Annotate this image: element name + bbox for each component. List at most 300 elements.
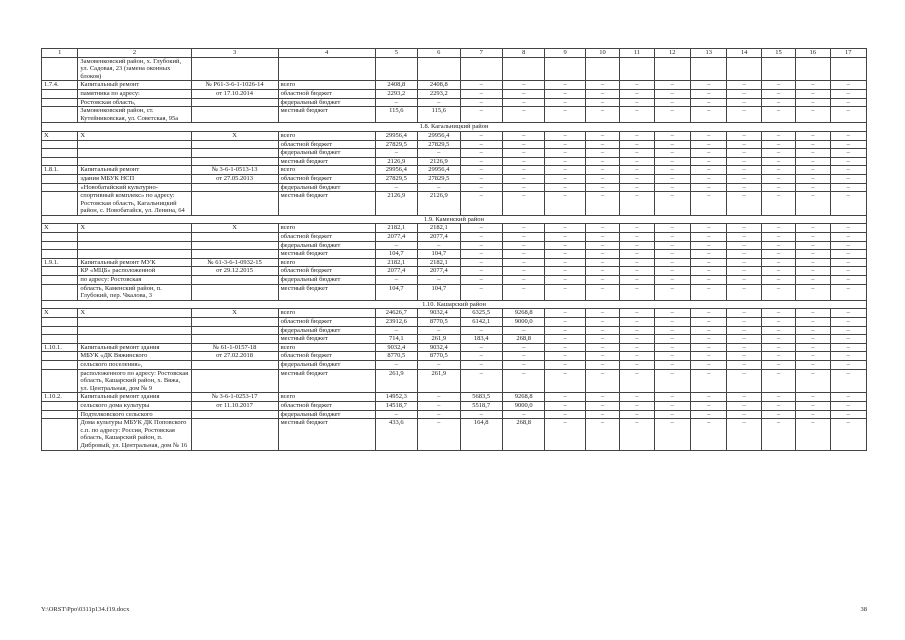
amount-cell: – [691, 183, 727, 192]
table-row [42, 107, 867, 123]
amount-cell: – [727, 360, 761, 369]
amount-cell: – [654, 276, 690, 285]
amount-cell [545, 57, 585, 81]
amount-cell: – [654, 318, 690, 327]
amount-cell: – [545, 241, 585, 250]
table-row [42, 183, 867, 192]
amount-cell: – [502, 166, 544, 175]
amount-cell: – [654, 233, 690, 242]
amount-cell: – [620, 107, 654, 123]
item-number: 1.8.1. [42, 166, 78, 175]
amount-cell: 9268,8 [502, 309, 544, 318]
amount-cell: – [545, 401, 585, 410]
table-row [42, 157, 867, 166]
amount-cell: – [727, 369, 761, 393]
item-description: Х [78, 131, 191, 140]
amount-cell: – [796, 98, 830, 107]
amount-cell: – [830, 233, 866, 242]
amount-cell: – [545, 393, 585, 402]
amount-cell: – [691, 107, 727, 123]
amount-cell: 714,1 [375, 335, 417, 344]
funding-source: федеральный бюджет [278, 183, 375, 192]
amount-cell: – [502, 369, 544, 393]
amount-cell: – [796, 224, 830, 233]
amount-cell: – [830, 250, 866, 259]
amount-cell: – [502, 326, 544, 335]
amount-cell: – [727, 267, 761, 276]
amount-cell: – [761, 174, 795, 183]
funding-source: федеральный бюджет [278, 326, 375, 335]
item-description [78, 326, 191, 335]
column-number: 7 [460, 49, 502, 58]
amount-cell: – [830, 284, 866, 300]
amount-cell: – [620, 360, 654, 369]
amount-cell: 5518,7 [460, 401, 502, 410]
amount-cell: – [620, 149, 654, 158]
amount-cell: – [691, 89, 727, 98]
amount-cell: – [502, 183, 544, 192]
amount-cell: – [375, 149, 417, 158]
document-number: от 27.05.2013 [191, 174, 278, 183]
amount-cell: – [545, 250, 585, 259]
funding-source: всего [278, 166, 375, 175]
amount-cell: – [727, 250, 761, 259]
amount-cell: – [545, 174, 585, 183]
funding-source: областной бюджет [278, 318, 375, 327]
amount-cell: – [585, 309, 619, 318]
funding-source: всего [278, 131, 375, 140]
amount-cell: – [620, 369, 654, 393]
document-number: № 61-1-0157-18 [191, 343, 278, 352]
item-number [42, 174, 78, 183]
amount-cell: – [761, 233, 795, 242]
amount-cell: – [691, 131, 727, 140]
amount-cell: – [460, 369, 502, 393]
amount-cell: 104,7 [375, 250, 417, 259]
document-number [191, 192, 278, 216]
table-row [42, 98, 867, 107]
amount-cell: – [727, 174, 761, 183]
amount-cell: – [585, 157, 619, 166]
funding-source: федеральный бюджет [278, 276, 375, 285]
amount-cell: – [654, 81, 690, 90]
amount-cell: 268,8 [502, 419, 544, 450]
amount-cell: – [620, 98, 654, 107]
table-row [42, 149, 867, 158]
amount-cell: – [727, 107, 761, 123]
amount-cell: – [761, 360, 795, 369]
amount-cell: – [727, 233, 761, 242]
item-number: Х [42, 309, 78, 318]
amount-cell: – [545, 157, 585, 166]
amount-cell: – [620, 157, 654, 166]
item-description: Подтелковского сельского [78, 410, 191, 419]
item-number [42, 157, 78, 166]
item-number: Х [42, 131, 78, 140]
amount-cell: – [761, 192, 795, 216]
funding-source: федеральный бюджет [278, 410, 375, 419]
amount-cell: – [654, 166, 690, 175]
amount-cell: – [796, 393, 830, 402]
amount-cell: – [761, 393, 795, 402]
amount-cell: 104,7 [418, 250, 460, 259]
column-number: 6 [418, 49, 460, 58]
amount-cell: – [654, 369, 690, 393]
amount-cell: – [460, 250, 502, 259]
table-row [42, 393, 867, 402]
document-number: от 29.12.2015 [191, 267, 278, 276]
amount-cell: – [761, 166, 795, 175]
column-number: 14 [727, 49, 761, 58]
funding-source: областной бюджет [278, 233, 375, 242]
amount-cell: – [585, 192, 619, 216]
amount-cell: – [418, 149, 460, 158]
amount-cell: – [727, 419, 761, 450]
amount-cell: – [727, 393, 761, 402]
table-row [42, 276, 867, 285]
item-number [42, 369, 78, 393]
amount-cell: – [502, 250, 544, 259]
amount-cell: – [796, 276, 830, 285]
table-row [42, 401, 867, 410]
amount-cell: 268,8 [502, 335, 544, 344]
amount-cell: – [727, 149, 761, 158]
amount-cell: – [460, 166, 502, 175]
amount-cell: 29956,4 [418, 131, 460, 140]
item-number [42, 352, 78, 361]
document-number [191, 149, 278, 158]
amount-cell: – [761, 149, 795, 158]
amount-cell: – [620, 335, 654, 344]
table-row [42, 419, 867, 450]
amount-cell: – [620, 174, 654, 183]
amount-cell: – [585, 107, 619, 123]
document-number [191, 326, 278, 335]
amount-cell: – [620, 309, 654, 318]
amount-cell: – [585, 140, 619, 149]
amount-cell: – [585, 241, 619, 250]
amount-cell: – [691, 157, 727, 166]
funding-source [278, 57, 375, 81]
column-number: 4 [278, 49, 375, 58]
amount-cell: – [620, 401, 654, 410]
amount-cell: 2408,8 [375, 81, 417, 90]
amount-cell: – [502, 267, 544, 276]
table-row [42, 166, 867, 175]
item-description [78, 233, 191, 242]
column-number: 16 [796, 49, 830, 58]
item-description [78, 335, 191, 344]
amount-cell: – [796, 410, 830, 419]
item-number [42, 276, 78, 285]
amount-cell: – [796, 192, 830, 216]
funding-source: местный бюджет [278, 250, 375, 259]
amount-cell: – [585, 174, 619, 183]
document-number: Х [191, 224, 278, 233]
amount-cell [502, 57, 544, 81]
item-number [42, 241, 78, 250]
item-number: 1.9.1. [42, 258, 78, 267]
amount-cell: – [761, 419, 795, 450]
amount-cell: – [691, 284, 727, 300]
amount-cell: – [460, 352, 502, 361]
column-number: 3 [191, 49, 278, 58]
amount-cell: – [761, 309, 795, 318]
amount-cell: – [585, 81, 619, 90]
amount-cell: – [654, 410, 690, 419]
amount-cell: – [545, 81, 585, 90]
document-number [191, 107, 278, 123]
item-description: Капитальный ремонт здания [78, 393, 191, 402]
amount-cell: – [460, 174, 502, 183]
amount-cell: – [654, 309, 690, 318]
amount-cell: 9032,4 [418, 343, 460, 352]
amount-cell: 115,6 [375, 107, 417, 123]
amount-cell: – [830, 107, 866, 123]
amount-cell: – [502, 276, 544, 285]
amount-cell: – [585, 149, 619, 158]
amount-cell: 9032,4 [418, 309, 460, 318]
amount-cell: – [375, 183, 417, 192]
amount-cell: – [830, 352, 866, 361]
item-description: Капитальный ремонт [78, 81, 191, 90]
amount-cell: 23912,6 [375, 318, 417, 327]
amount-cell: – [727, 224, 761, 233]
column-number: 15 [761, 49, 795, 58]
section-heading-row [42, 215, 867, 224]
amount-cell: – [761, 107, 795, 123]
item-number [42, 57, 78, 81]
item-description: Замовенковский район, ст. Кутейниковская, ул. Советская, 95а [78, 107, 191, 123]
table-row [42, 369, 867, 393]
item-number [42, 419, 78, 450]
amount-cell: 115,6 [418, 107, 460, 123]
document-number [191, 183, 278, 192]
document-number [191, 98, 278, 107]
amount-cell: – [691, 224, 727, 233]
amount-cell: – [691, 393, 727, 402]
amount-cell: – [796, 284, 830, 300]
amount-cell: – [545, 192, 585, 216]
amount-cell: – [460, 107, 502, 123]
amount-cell: 29956,4 [375, 131, 417, 140]
amount-cell: – [585, 250, 619, 259]
amount-cell: – [620, 393, 654, 402]
document-number [191, 360, 278, 369]
amount-cell: – [418, 326, 460, 335]
amount-cell: – [545, 107, 585, 123]
amount-cell: – [727, 166, 761, 175]
amount-cell: 261,9 [375, 369, 417, 393]
amount-cell: – [620, 183, 654, 192]
amount-cell: – [691, 241, 727, 250]
amount-cell: – [691, 343, 727, 352]
amount-cell: – [830, 131, 866, 140]
column-number: 11 [620, 49, 654, 58]
amount-cell: – [585, 393, 619, 402]
amount-cell [830, 57, 866, 81]
amount-cell: 2077,4 [418, 267, 460, 276]
amount-cell: 9032,4 [375, 343, 417, 352]
amount-cell: – [375, 410, 417, 419]
amount-cell: – [545, 166, 585, 175]
amount-cell: – [620, 326, 654, 335]
amount-cell: – [585, 352, 619, 361]
amount-cell: – [654, 107, 690, 123]
amount-cell: 9268,8 [502, 393, 544, 402]
amount-cell: – [654, 258, 690, 267]
amount-cell: – [418, 401, 460, 410]
document-number [191, 284, 278, 300]
item-number [42, 318, 78, 327]
budget-table [41, 48, 867, 451]
amount-cell: – [545, 343, 585, 352]
amount-cell: – [502, 224, 544, 233]
amount-cell: 29956,4 [375, 166, 417, 175]
amount-cell: – [460, 267, 502, 276]
item-number [42, 149, 78, 158]
amount-cell: 9000,0 [502, 318, 544, 327]
funding-source: федеральный бюджет [278, 98, 375, 107]
amount-cell: 24626,7 [375, 309, 417, 318]
amount-cell: – [761, 352, 795, 361]
amount-cell: – [620, 267, 654, 276]
section-heading-row [42, 123, 867, 132]
amount-cell: – [761, 410, 795, 419]
amount-cell: – [654, 335, 690, 344]
item-number [42, 183, 78, 192]
amount-cell: – [585, 258, 619, 267]
amount-cell: – [620, 276, 654, 285]
amount-cell: – [830, 401, 866, 410]
amount-cell: – [654, 174, 690, 183]
amount-cell: – [796, 360, 830, 369]
amount-cell: 27829,5 [375, 140, 417, 149]
amount-cell: – [727, 352, 761, 361]
amount-cell: – [830, 410, 866, 419]
funding-source: местный бюджет [278, 335, 375, 344]
amount-cell: 6142,1 [460, 318, 502, 327]
amount-cell: – [691, 149, 727, 158]
amount-cell: – [830, 276, 866, 285]
amount-cell: – [460, 140, 502, 149]
table-row [42, 318, 867, 327]
document-number [191, 140, 278, 149]
amount-cell: – [727, 140, 761, 149]
amount-cell: – [418, 393, 460, 402]
item-description [78, 250, 191, 259]
amount-cell [460, 57, 502, 81]
amount-cell: – [727, 326, 761, 335]
item-number [42, 192, 78, 216]
item-description: расположенного по адресу: Ростовская область, Кашарский район, х. Вяжа, ул. Центральная, дом № 9 [78, 369, 191, 393]
amount-cell: – [545, 352, 585, 361]
amount-cell: – [545, 131, 585, 140]
amount-cell: – [620, 140, 654, 149]
amount-cell [620, 57, 654, 81]
item-description: КР «МЦБ» расположенной [78, 267, 191, 276]
amount-cell: – [691, 352, 727, 361]
item-description [78, 157, 191, 166]
amount-cell: 27829,5 [418, 174, 460, 183]
amount-cell: 2077,4 [375, 233, 417, 242]
amount-cell: – [830, 81, 866, 90]
amount-cell: – [585, 419, 619, 450]
amount-cell: – [654, 192, 690, 216]
amount-cell: – [830, 183, 866, 192]
item-number: 1.10.1. [42, 343, 78, 352]
amount-cell: – [830, 309, 866, 318]
amount-cell: – [727, 131, 761, 140]
funding-source: всего [278, 309, 375, 318]
document-number: Х [191, 131, 278, 140]
amount-cell: – [796, 174, 830, 183]
document-number: № Р61-3-6-1-1026-14 [191, 81, 278, 90]
item-description: Х [78, 224, 191, 233]
document-number [191, 233, 278, 242]
amount-cell: – [654, 98, 690, 107]
item-number: 1.10.2. [42, 393, 78, 402]
amount-cell: – [654, 352, 690, 361]
amount-cell: – [761, 335, 795, 344]
amount-cell: – [460, 149, 502, 158]
amount-cell: – [654, 157, 690, 166]
amount-cell: – [545, 335, 585, 344]
funding-source: областной бюджет [278, 352, 375, 361]
amount-cell: – [727, 410, 761, 419]
amount-cell: – [460, 360, 502, 369]
column-number: 5 [375, 49, 417, 58]
amount-cell: – [691, 335, 727, 344]
amount-cell: – [761, 89, 795, 98]
amount-cell: – [545, 98, 585, 107]
item-number [42, 89, 78, 98]
amount-cell: – [830, 335, 866, 344]
amount-cell: – [418, 410, 460, 419]
column-number: 1 [42, 49, 78, 58]
amount-cell: – [691, 326, 727, 335]
amount-cell: – [761, 157, 795, 166]
footer-file-path: Y:\ORST\Ppo\0311p134.f19.docx [41, 606, 130, 613]
item-number [42, 233, 78, 242]
amount-cell: – [620, 410, 654, 419]
table-row [42, 326, 867, 335]
amount-cell [418, 57, 460, 81]
amount-cell: – [830, 393, 866, 402]
document-number: № 3-6-1-0253-17 [191, 393, 278, 402]
amount-cell: – [545, 149, 585, 158]
amount-cell: – [654, 343, 690, 352]
amount-cell: – [585, 276, 619, 285]
amount-cell: – [830, 140, 866, 149]
amount-cell: – [375, 241, 417, 250]
amount-cell: – [761, 250, 795, 259]
amount-cell: 2126,9 [418, 192, 460, 216]
amount-cell: – [545, 410, 585, 419]
table-row [42, 360, 867, 369]
amount-cell: 261,9 [418, 369, 460, 393]
amount-cell: – [654, 267, 690, 276]
item-description: Капитальный ремонт МУК [78, 258, 191, 267]
item-number [42, 335, 78, 344]
amount-cell: 8770,5 [418, 352, 460, 361]
item-description: сельского поселения», [78, 360, 191, 369]
amount-cell: – [727, 183, 761, 192]
amount-cell: – [830, 258, 866, 267]
table-row [42, 267, 867, 276]
amount-cell: – [727, 241, 761, 250]
amount-cell: – [375, 326, 417, 335]
